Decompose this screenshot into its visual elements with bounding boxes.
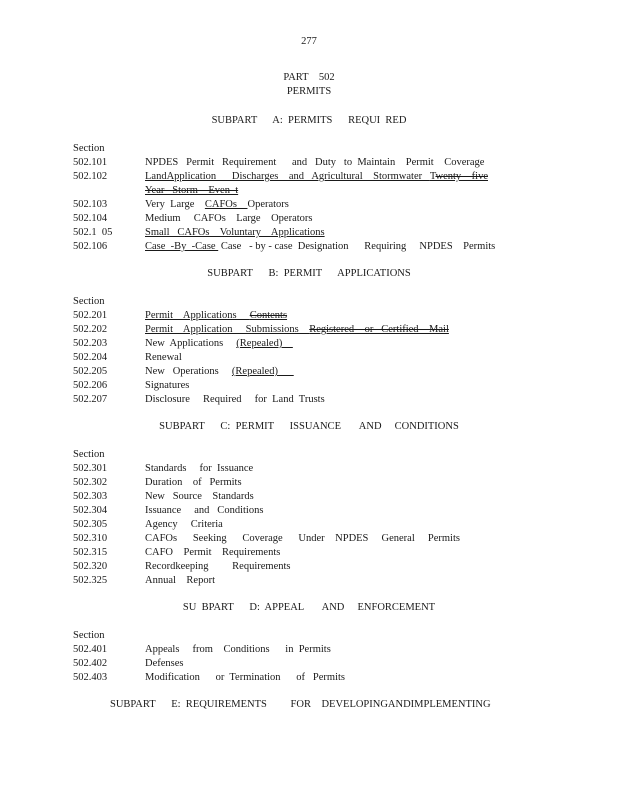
section-number: 502.301 bbox=[73, 463, 108, 474]
section-title: NPDES Permit Requirement and Duty to Maintain Permit Coverage bbox=[145, 157, 485, 168]
section-number: 502.207 bbox=[73, 394, 108, 405]
section-number: 502.201 bbox=[73, 310, 108, 321]
part-number: PART 502 bbox=[283, 72, 335, 83]
section-label: Section bbox=[73, 143, 105, 154]
section-title: LandApplication Discharges and Agricultural Stormwater Twenty five bbox=[145, 171, 488, 182]
section-title: Permit Application Submissions Registered or Certified Mail bbox=[145, 324, 449, 335]
section-number: 502.103 bbox=[73, 199, 108, 210]
section-number: 502.104 bbox=[73, 213, 108, 224]
section-title: New Applications (Repealed) bbox=[145, 338, 293, 349]
section-title: Appeals from Conditions in Permits bbox=[145, 644, 331, 655]
subpart-a-heading: SUBPART A: PERMITS REQUI RED bbox=[211, 115, 407, 126]
section-title: Signatures bbox=[145, 380, 190, 391]
section-number: 502.203 bbox=[73, 338, 108, 349]
section-number: 502.1 05 bbox=[73, 227, 113, 238]
section-title: Duration of Permits bbox=[145, 477, 242, 488]
section-number: 502.102 bbox=[73, 171, 108, 182]
section-label: Section bbox=[73, 296, 105, 307]
section-title: Annual Report bbox=[145, 575, 215, 586]
section-number: 502.310 bbox=[73, 533, 108, 544]
section-title: Medium CAFOs Large Operators bbox=[145, 213, 313, 224]
section-title: Disclosure Required for Land Trusts bbox=[145, 394, 325, 405]
subpart-b-heading: SUBPART B: PERMIT APPLICATIONS bbox=[207, 268, 411, 279]
section-title: New Source Standards bbox=[145, 491, 254, 502]
section-number: 502.303 bbox=[73, 491, 108, 502]
section-label: Section bbox=[73, 630, 105, 641]
section-number: 502.401 bbox=[73, 644, 108, 655]
section-title: Very Large CAFOs Operators bbox=[145, 199, 289, 210]
section-title: Case -By -Case Case - by - case Designation Requiring NPDES Permits bbox=[145, 241, 496, 252]
section-title: Modification or Termination of Permits bbox=[145, 672, 346, 683]
part-title: PERMITS bbox=[286, 86, 332, 97]
section-number: 502.304 bbox=[73, 505, 108, 516]
section-title-continued: Year Storm Even t bbox=[145, 185, 239, 196]
section-title: Renewal bbox=[145, 352, 182, 363]
section-title: CAFO Permit Requirements bbox=[145, 547, 281, 558]
section-title: Standards for Issuance bbox=[145, 463, 254, 474]
subpart-e-heading: SUBPART E: REQUIREMENTS FOR DEVELOPINGANDIMPLEMENTING bbox=[110, 699, 491, 710]
section-title: Agency Criteria bbox=[145, 519, 223, 530]
section-title: Issuance and Conditions bbox=[145, 505, 264, 516]
section-number: 502.402 bbox=[73, 658, 108, 669]
section-title: New Operations (Repealed) bbox=[145, 366, 294, 377]
section-number: 502.302 bbox=[73, 477, 108, 488]
section-number: 502.403 bbox=[73, 672, 108, 683]
section-label: Section bbox=[73, 449, 105, 460]
page-number: 277 bbox=[301, 36, 317, 47]
section-number: 502.205 bbox=[73, 366, 108, 377]
section-number: 502.320 bbox=[73, 561, 108, 572]
section-title: Small CAFOs Voluntary Applications bbox=[145, 227, 325, 238]
subpart-c-heading: SUBPART C: PERMIT ISSUANCE AND CONDITIONS bbox=[159, 421, 459, 432]
section-title: Defenses bbox=[145, 658, 184, 669]
section-number: 502.305 bbox=[73, 519, 108, 530]
section-number: 502.315 bbox=[73, 547, 108, 558]
section-title: CAFOs Seeking Coverage Under NPDES General Permits bbox=[145, 533, 460, 544]
section-title: Recordkeeping Requirements bbox=[145, 561, 291, 572]
section-number: 502.325 bbox=[73, 575, 108, 586]
section-number: 502.106 bbox=[73, 241, 108, 252]
subpart-d-heading: SU BPART D: APPEAL AND ENFORCEMENT bbox=[182, 602, 436, 613]
section-number: 502.202 bbox=[73, 324, 108, 335]
section-number: 502.204 bbox=[73, 352, 108, 363]
section-number: 502.206 bbox=[73, 380, 108, 391]
section-number: 502.101 bbox=[73, 157, 108, 168]
section-title: Permit Applications Contents bbox=[145, 310, 288, 321]
